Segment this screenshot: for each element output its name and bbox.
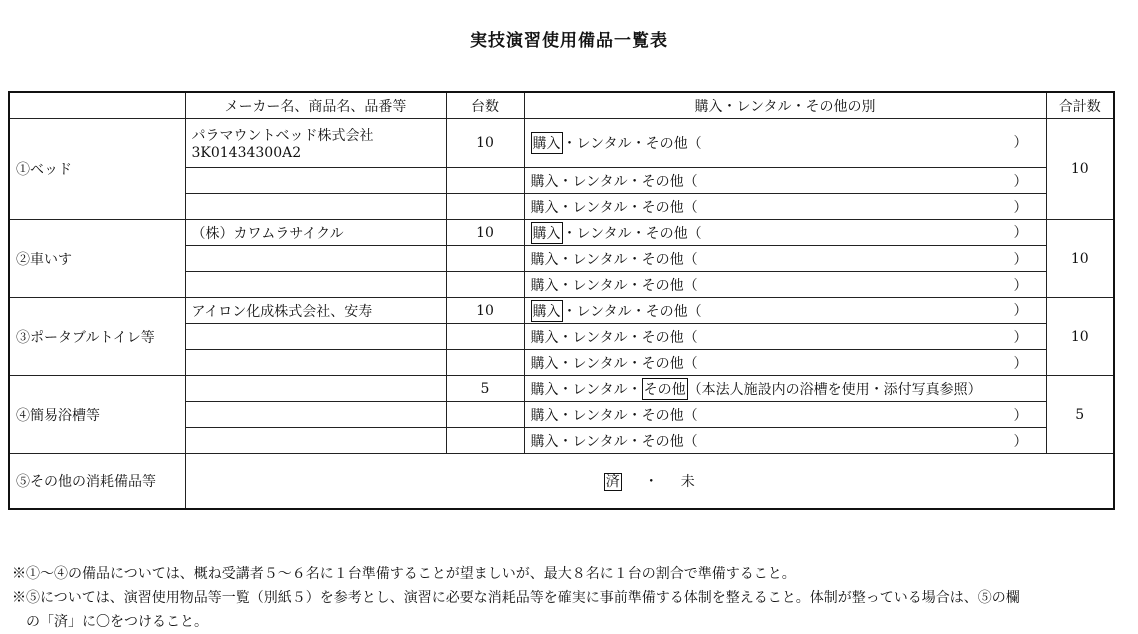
purchase-option: 購入	[530, 407, 559, 424]
count-cell	[446, 324, 524, 350]
table-row	[9, 298, 1114, 324]
close-paren: ）	[1013, 277, 1028, 294]
note-line: ※⑤については、演習使用物品等一覧（別紙５）を参考とし、演習に必要な消耗品等を確実に事前準備する体制を整えること。体制が整っている場合は、⑤の欄	[12, 590, 1020, 606]
close-paren: ）	[1013, 173, 1028, 190]
purchase-option: 購入	[530, 173, 559, 190]
purchase-cell	[524, 298, 1046, 324]
purchase-option: 購入	[530, 381, 559, 398]
purchase-option: 購入	[530, 251, 559, 268]
purchase-cell	[524, 272, 1046, 298]
total-cell: 10	[1046, 119, 1114, 220]
count-cell: 10	[446, 220, 524, 246]
count-cell	[446, 168, 524, 194]
purchase-option: 購入	[530, 199, 559, 216]
maker-cell	[185, 428, 446, 454]
purchase-options: ・レンタル・その他（	[558, 251, 698, 268]
status-done: 済	[605, 474, 620, 490]
maker-cell	[185, 272, 446, 298]
purchase-cell	[524, 428, 1046, 454]
maker-cell: アイロン化成株式会社、安寿	[185, 298, 446, 324]
category-wheelchair: ②車いす	[9, 220, 185, 298]
count-cell	[446, 246, 524, 272]
purchase-option: 購入	[530, 355, 559, 372]
close-paren: ）	[1013, 302, 1028, 319]
purchase-options: ・レンタル・その他（	[562, 136, 702, 152]
count-cell	[446, 402, 524, 428]
purchase-options: ・レンタル・その他（	[558, 199, 698, 216]
equipment-table	[8, 91, 1115, 510]
close-paren: ）	[1013, 251, 1028, 268]
note-line: ※①～④の備品については、概ね受講者５～６名に１台準備することが望ましいが、最大８名に１台の割合で準備すること。	[12, 566, 796, 582]
count-cell	[446, 272, 524, 298]
close-paren: ）	[1013, 329, 1028, 346]
purchase-options: ・レンタル・その他（	[558, 433, 698, 450]
header-maker: メーカー名、商品名、品番等	[185, 92, 446, 119]
header-total: 合計数	[1046, 92, 1114, 119]
category-bathtub: ④簡易浴槽等	[9, 376, 185, 454]
table-row	[9, 220, 1114, 246]
purchase-option: 購入	[530, 277, 559, 294]
purchase-options: ・レンタル・その他（	[558, 173, 698, 190]
maker-cell	[185, 246, 446, 272]
count-cell	[446, 428, 524, 454]
purchase-cell	[524, 119, 1046, 168]
close-paren: ）	[1013, 407, 1028, 424]
purchase-option-selected: 購入	[531, 222, 563, 244]
maker-cell	[185, 324, 446, 350]
table-row	[9, 376, 1114, 402]
maker-cell	[185, 376, 446, 402]
total-cell: 10	[1046, 298, 1114, 376]
category-consumables: ⑤その他の消耗備品等	[9, 454, 185, 510]
page-title: 実技演習使用備品一覧表	[470, 31, 668, 51]
count-cell: 10	[446, 119, 524, 168]
maker-cell	[185, 168, 446, 194]
notes	[12, 562, 1020, 634]
category-bed: ①ベッド	[9, 119, 185, 220]
maker-cell: （株）カワムラサイクル	[185, 220, 446, 246]
purchase-options: ・レンタル・その他（	[558, 329, 698, 346]
maker-cell	[185, 402, 446, 428]
purchase-cell	[524, 350, 1046, 376]
purchase-option-selected: その他	[642, 378, 688, 400]
purchase-cell	[524, 246, 1046, 272]
consumables-status-cell	[185, 454, 1114, 510]
status-not-done: 未	[680, 474, 695, 490]
table-row	[9, 454, 1114, 510]
header-count: 台数	[446, 92, 524, 119]
close-paren: ）	[1013, 355, 1028, 372]
count-cell	[446, 350, 524, 376]
header-category	[9, 92, 185, 119]
purchase-options: ・レンタル・その他（	[558, 277, 698, 294]
count-cell: 10	[446, 298, 524, 324]
purchase-option: 購入	[530, 329, 559, 346]
purchase-options: ・レンタル・その他（	[558, 407, 698, 424]
purchase-cell	[524, 402, 1046, 428]
product-code: 3K01434300A2	[191, 145, 302, 161]
close-paren: ）	[1013, 135, 1028, 151]
purchase-options: ・レンタル・	[558, 381, 642, 398]
purchase-cell	[524, 194, 1046, 220]
purchase-option-selected: 購入	[531, 300, 563, 322]
maker-cell	[185, 350, 446, 376]
purchase-cell	[524, 376, 1046, 402]
total-cell: 10	[1046, 220, 1114, 298]
maker-cell	[185, 194, 446, 220]
purchase-option: 購入	[530, 433, 559, 450]
total-cell: 5	[1046, 376, 1114, 454]
maker-name: パラマウントベッド株式会社	[191, 128, 374, 144]
close-paren: ）	[1013, 433, 1028, 450]
count-cell	[446, 194, 524, 220]
purchase-cell	[524, 168, 1046, 194]
header-purchase: 購入・レンタル・その他の別	[524, 92, 1046, 119]
maker-cell	[185, 119, 446, 168]
category-portable-toilet: ③ポータブルトイレ等	[9, 298, 185, 376]
table-header-row	[9, 92, 1114, 119]
note-line: の「済」に〇をつけること。	[12, 614, 208, 630]
other-note: （本法人施設内の浴槽を使用・添付写真参照）	[687, 381, 982, 398]
count-cell: 5	[446, 376, 524, 402]
table-row	[9, 119, 1114, 168]
close-paren: ）	[1013, 224, 1028, 241]
purchase-options: ・レンタル・その他（	[562, 303, 702, 320]
status-separator: ・	[644, 474, 659, 490]
purchase-options: ・レンタル・その他（	[562, 225, 702, 242]
purchase-cell	[524, 220, 1046, 246]
purchase-cell	[524, 324, 1046, 350]
purchase-options: ・レンタル・その他（	[558, 355, 698, 372]
purchase-option-selected: 購入	[531, 132, 563, 154]
close-paren: ）	[1013, 199, 1028, 216]
